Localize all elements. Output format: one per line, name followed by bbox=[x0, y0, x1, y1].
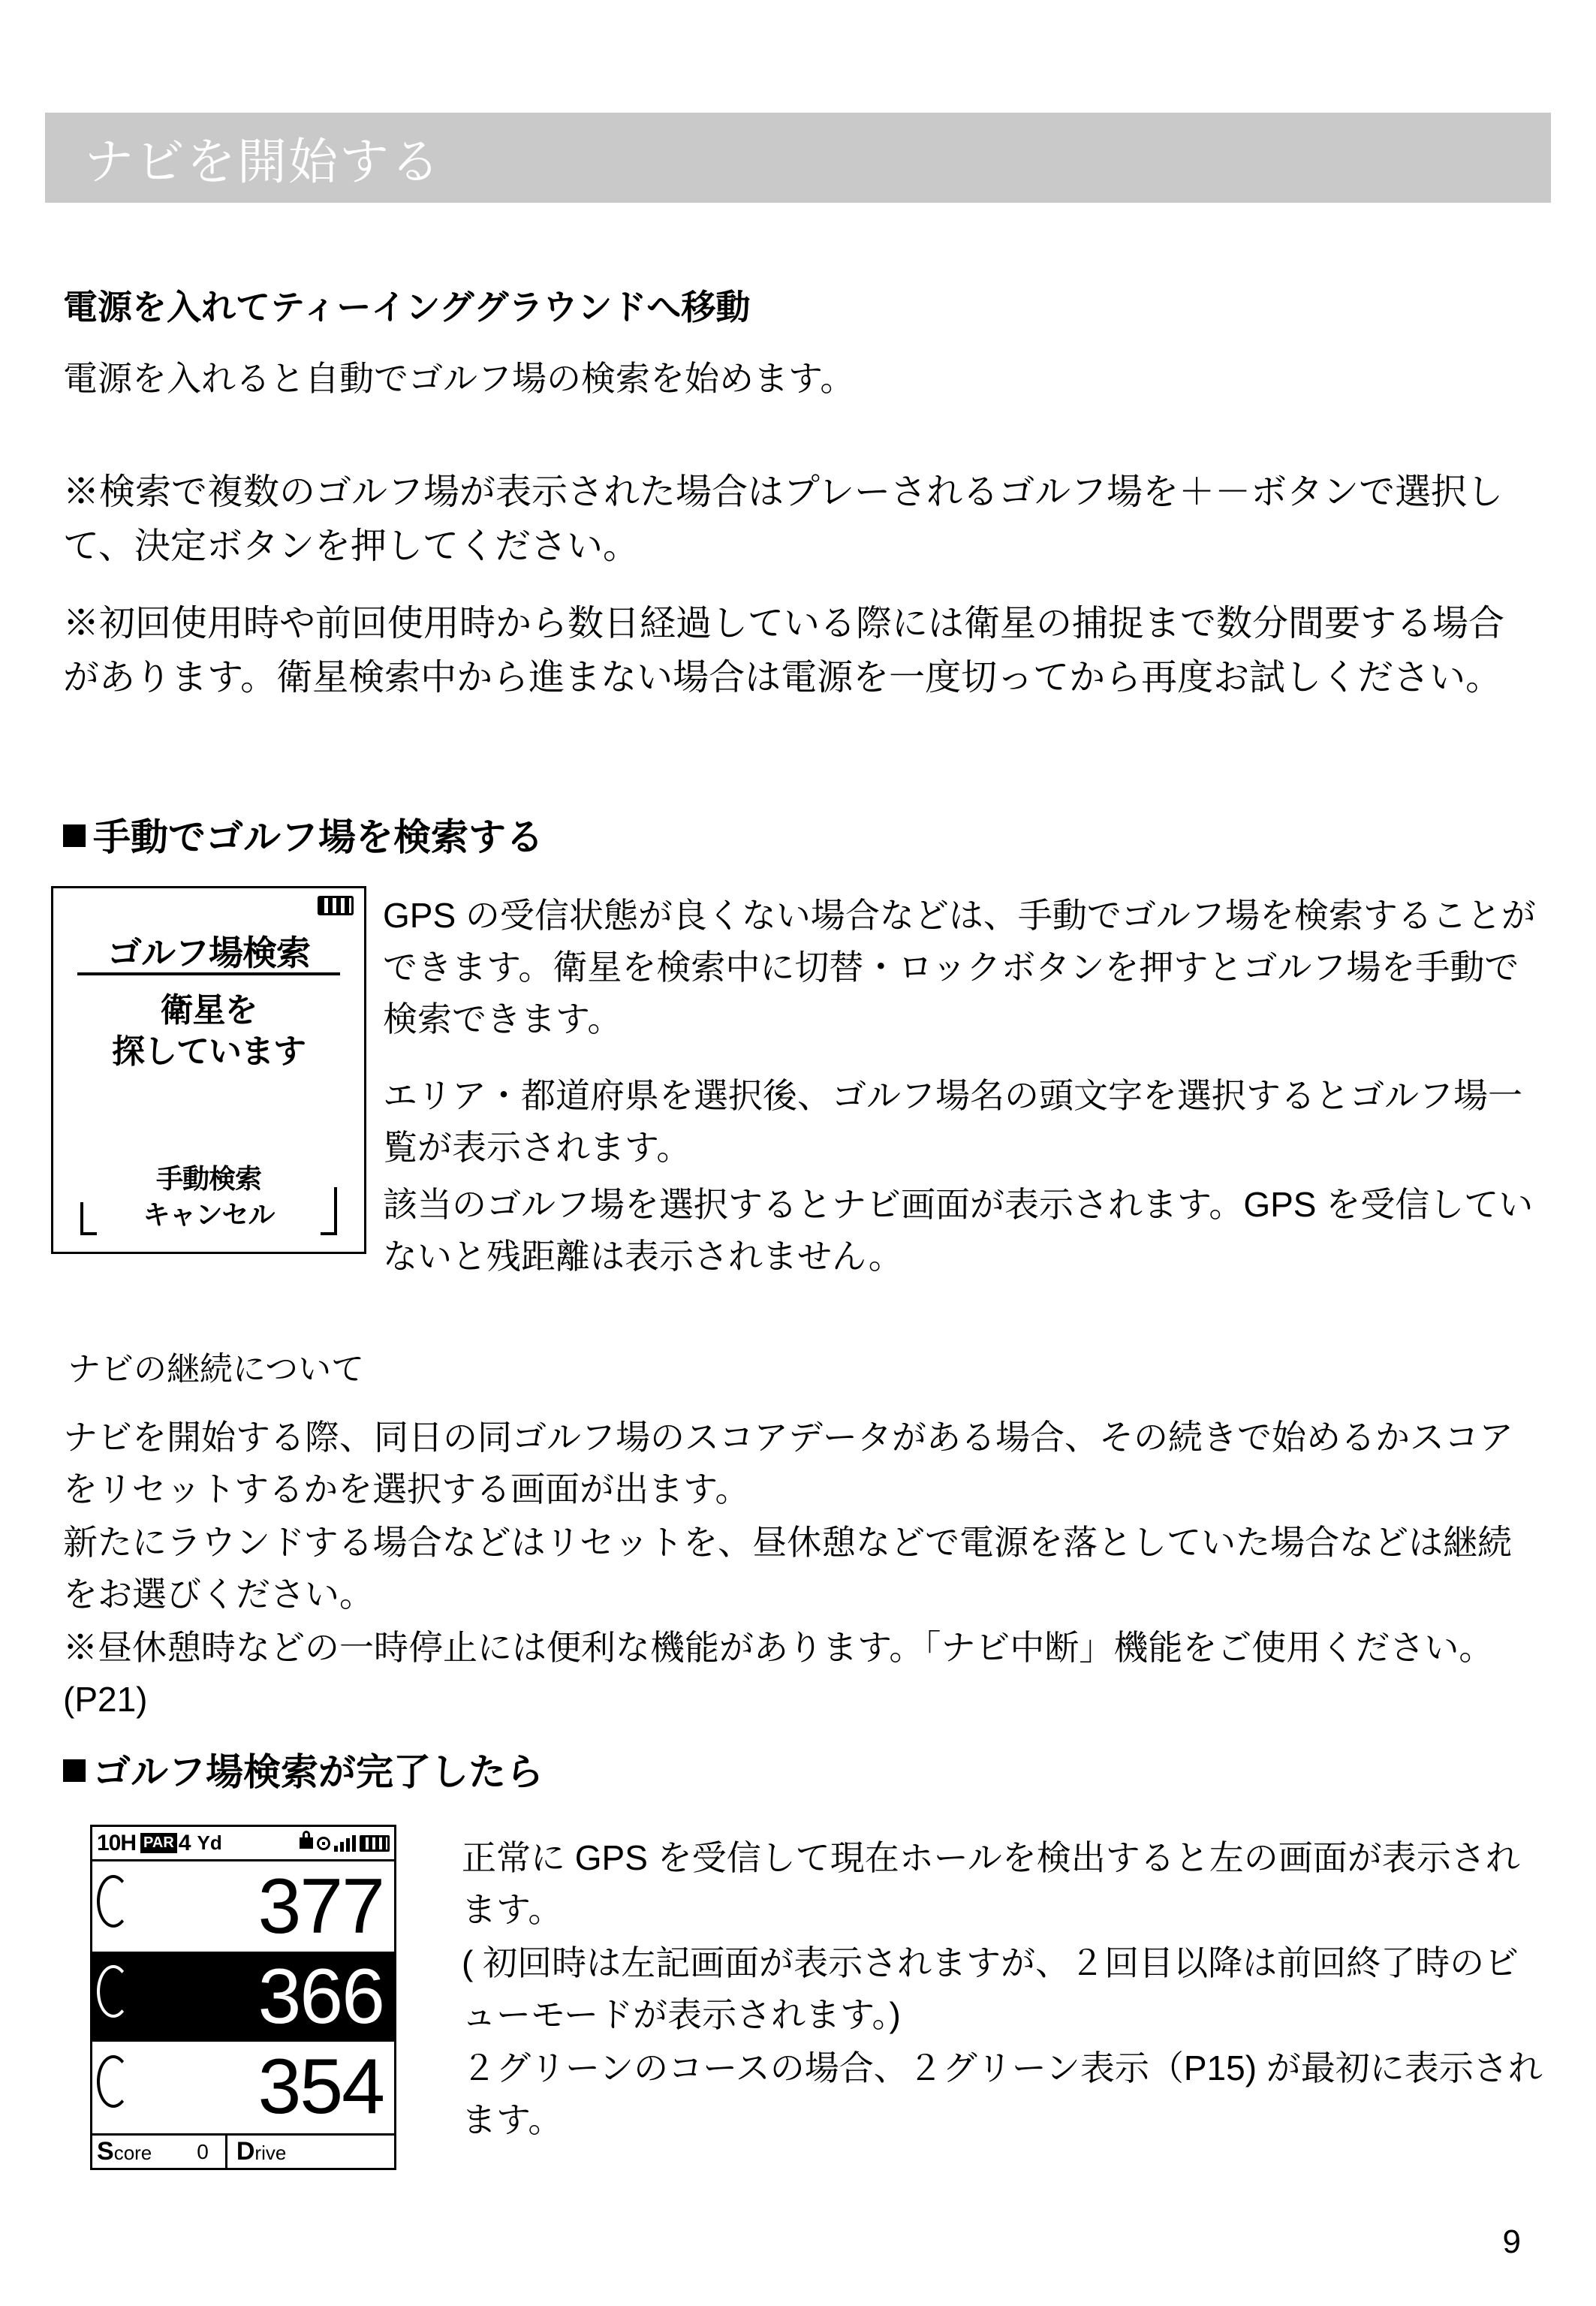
lcd-score-label-rest: core bbox=[113, 2142, 152, 2164]
lcd-drive-label-rest: rive bbox=[254, 2142, 287, 2164]
lcd-search-status-line2: 探しています bbox=[112, 1033, 306, 1070]
lcd-search-status bbox=[53, 990, 364, 1072]
section2-heading-text: 手動でゴルフ場を検索する bbox=[93, 816, 544, 858]
device-screen-navigation bbox=[90, 1825, 396, 2170]
battery-icon bbox=[360, 1835, 390, 1852]
bullet-square-icon bbox=[63, 824, 86, 847]
section4-paragraph-3: ２グリーンのコースの場合、２グリーン表示（P15) が最初に表示されます。 bbox=[462, 2048, 1543, 2139]
lcd-distance-row-back bbox=[92, 1861, 394, 1952]
green-shape-icon bbox=[92, 2042, 139, 2132]
section1-paragraph-3: ※初回使用時や前回使用時から数日経過している際には衛星の捕捉まで数分間要する場合があります。衛星検索中から進まない場合は電源を一度切ってから再度お試しください。 bbox=[63, 604, 1505, 698]
lcd-nav-bottombar bbox=[92, 2133, 394, 2168]
lcd-distance-row-front bbox=[92, 2042, 394, 2132]
device-screen-course-search bbox=[51, 886, 366, 1254]
section4-paragraph-1: 正常に GPS を受信して現在ホールを検出すると左の画面が表示されます。 bbox=[462, 1838, 1520, 1929]
section2-paragraph-1: GPS の受信状態が良くない場合などは、手動でゴルフ場を検索することができます。衛星を検索中に切替・ロックボタンを押すとゴルフ場を手動で検索できます。 bbox=[383, 896, 1536, 1038]
lcd-hole-number: 10H bbox=[97, 1830, 137, 1855]
lcd-softkey-cancel: キャンセル bbox=[143, 1199, 275, 1230]
lock-icon bbox=[300, 1837, 313, 1849]
lcd-unit-label: Yd bbox=[197, 1831, 222, 1854]
lcd-distance-back: 377 bbox=[257, 1863, 384, 1950]
bullet-square-icon bbox=[63, 1759, 86, 1782]
lcd-drive-label-cap: D bbox=[236, 2137, 255, 2166]
lcd-softkey-manual-search: 手動検索 bbox=[155, 1163, 261, 1194]
section2-paragraph-2: エリア・都道府県を選択後、ゴルフ場名の頭文字を選択するとゴルフ場一覧が表示されます。 bbox=[383, 1076, 1522, 1167]
page-number: 9 bbox=[1502, 2223, 1521, 2260]
lcd-distance-center: 366 bbox=[257, 1953, 384, 2040]
lcd-search-status-line1: 衛星を bbox=[160, 992, 257, 1029]
lcd-par-label: PAR bbox=[140, 1833, 177, 1853]
section3-paragraph-1: ナビを開始する際、同日の同ゴルフ場のスコアデータがある場合、その続きで始めるかスコアをリセットするかを選択する画面が出ます。 bbox=[63, 1418, 1513, 1509]
softkey-bracket-right-icon bbox=[321, 1187, 337, 1235]
section4-heading bbox=[63, 1742, 544, 1796]
page-title: ナビを開始する bbox=[84, 134, 441, 189]
lcd-status-icons bbox=[300, 1835, 394, 1852]
battery-icon bbox=[318, 896, 354, 915]
lcd-score-label-cap: S bbox=[97, 2137, 114, 2166]
page-title-banner bbox=[45, 113, 1551, 203]
lcd-search-title: ゴルフ場検索 bbox=[107, 933, 310, 972]
section2-heading bbox=[63, 807, 544, 861]
softkey-bracket-left-icon bbox=[80, 1202, 97, 1235]
section2-paragraph-3: 該当のゴルフ場を選択するとナビ画面が表示されます。GPS を受信していないと残距離は表示されません。 bbox=[383, 1185, 1534, 1276]
section3-lead: ナビの継続について bbox=[68, 1351, 365, 1388]
lcd-distance-row-center bbox=[92, 1952, 394, 2042]
lcd-distance-front: 354 bbox=[257, 2043, 384, 2130]
lcd-par-value: 4 bbox=[178, 1830, 191, 1855]
lcd-drive-label bbox=[227, 2137, 286, 2166]
section1-heading: 電源を入れてティーインググラウンドへ移動 bbox=[63, 288, 751, 327]
section1-paragraph-2: ※検索で複数のゴルフ場が表示された場合はプレーされるゴルフ場を＋－ボタンで選択して、決定ボタンを押してください。 bbox=[63, 472, 1504, 566]
green-shape-icon bbox=[92, 1952, 139, 2042]
satellite-icon bbox=[317, 1837, 330, 1850]
lcd-nav-topbar bbox=[92, 1827, 394, 1861]
section1-paragraph-1: 電源を入れると自動でゴルフ場の検索を始めます。 bbox=[63, 359, 855, 398]
lcd-title-underline bbox=[77, 972, 340, 975]
section4-paragraph-2: ( 初回時は左記画面が表示されますが、２回目以降は前回終了時のビューモードが表示されます。) bbox=[462, 1943, 1519, 2034]
green-shape-icon bbox=[92, 1861, 139, 1952]
lcd-score-value: 0 bbox=[197, 2139, 209, 2163]
section3-paragraph-2: 新たにラウンドする場合などはリセットを、昼休憩などで電源を落としていた場合などは継続をお選びください。 bbox=[63, 1523, 1513, 1614]
signal-icon bbox=[334, 1835, 356, 1852]
section3-paragraph-3: ※昼休憩時などの一時停止には便利な機能があります。「ナビ中断」機能をご使用ください。(P21) bbox=[63, 1628, 1494, 1719]
section4-heading-text: ゴルフ場検索が完了したら bbox=[93, 1751, 544, 1793]
lcd-score-label bbox=[92, 2137, 152, 2166]
